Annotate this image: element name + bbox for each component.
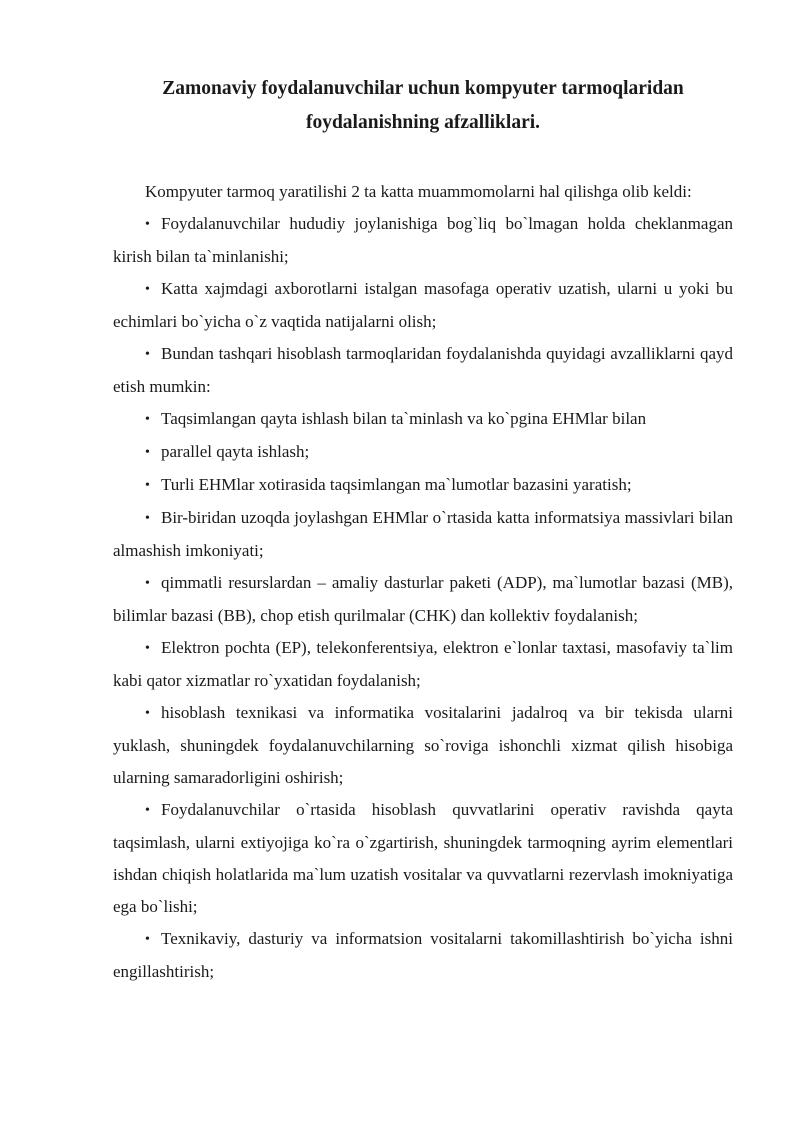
list-item-text: Bir-biridan uzoqda joylashgan EHMlar o`rtasida katta informatsiya massivlari bilan almashish imkoniyati; [113, 508, 733, 560]
list-item-text: Bundan tashqari hisoblash tarmoqlaridan foydalanishda quyidagi avzalliklarni qayd etish mumkin: [113, 344, 733, 396]
list-item [113, 794, 733, 923]
list-item [113, 403, 733, 436]
list-item [113, 697, 733, 794]
bullet-icon: • [145, 347, 150, 362]
bullet-icon: • [145, 511, 150, 526]
list-item [113, 502, 733, 567]
bullet-icon: • [145, 706, 150, 721]
list-item [113, 208, 733, 273]
bullet-icon: • [145, 478, 150, 493]
intro-paragraph: Kompyuter tarmoq yaratilishi 2 ta katta muammomolarni hal qilishga olib keldi: [145, 182, 692, 201]
bullet-icon: • [145, 803, 150, 818]
list-item [113, 436, 733, 469]
list-item [113, 469, 733, 502]
advantages-list [113, 208, 733, 988]
list-item [113, 273, 733, 338]
list-item [113, 632, 733, 697]
bullet-icon: • [145, 641, 150, 656]
list-item-text: Katta xajmdagi axborotlarni istalgan masofaga operativ uzatish, ularni u yoki bu echimlari bo`yicha o`z vaqtida natijalarni olish; [113, 279, 733, 331]
list-item [113, 923, 733, 988]
list-item-text: parallel qayta ishlash; [161, 442, 310, 461]
list-item-text: Foydalanuvchilar hududiy joylanishiga bog`liq bo`lmagan holda cheklanmagan kirish bilan ta`minlanishi; [113, 214, 733, 266]
bullet-icon: • [145, 282, 150, 297]
list-item-text: Taqsimlangan qayta ishlash bilan ta`minlash va ko`pgina EHMlar bilan [161, 409, 647, 428]
document-title: Zamonaviy foydalanuvchilar uchun kompyuter tarmoqlaridan foydalanishning afzalliklari. [162, 78, 684, 133]
list-item-text: Texnikaviy, dasturiy va informatsion vositalarni takomillashtirish bo`yicha ishni engillashtirish; [113, 929, 733, 981]
list-item-text: hisoblash texnikasi va informatika vositalarini jadalroq va bir tekisda ularni yuklash, shuningdek foydalanuvchilarning so`roviga ishonchli xizmat qilish hisobiga ularning samaradorligini oshirish; [113, 703, 733, 787]
bullet-icon: • [145, 412, 150, 427]
document-page [113, 72, 733, 988]
bullet-icon: • [145, 932, 150, 947]
bullet-icon: • [145, 445, 150, 460]
list-item-text: Turli EHMlar xotirasida taqsimlangan ma`lumotlar bazasini yaratish; [161, 475, 632, 494]
list-item-text: Foydalanuvchilar o`rtasida hisoblash quvvatlarini operativ ravishda qayta taqsimlash, ularni extiyojiga ko`ra o`zgartirish, shuningdek tarmoqning ayrim elementlari ishdan chiqish holatlarida ma`lum uzatish vositalar va quvvatlarni rezervlash imokniyatiga ega bo`lishi; [113, 800, 733, 916]
bullet-icon: • [145, 217, 150, 232]
bullet-icon: • [145, 576, 150, 591]
list-item [113, 338, 733, 403]
list-item-text: qimmatli resurslardan – amaliy dasturlar paketi (ADP), ma`lumotlar bazasi (MB), bilimlar bazasi (BB), chop etish qurilmalar (CHK) dan kollektiv foydalanish; [113, 573, 733, 625]
list-item [113, 567, 733, 632]
list-item-text: Elektron pochta (EP), telekonferentsiya, elektron e`lonlar taxtasi, masofaviy ta`lim kabi qator xizmatlar ro`yxatidan foydalanish; [113, 638, 733, 690]
